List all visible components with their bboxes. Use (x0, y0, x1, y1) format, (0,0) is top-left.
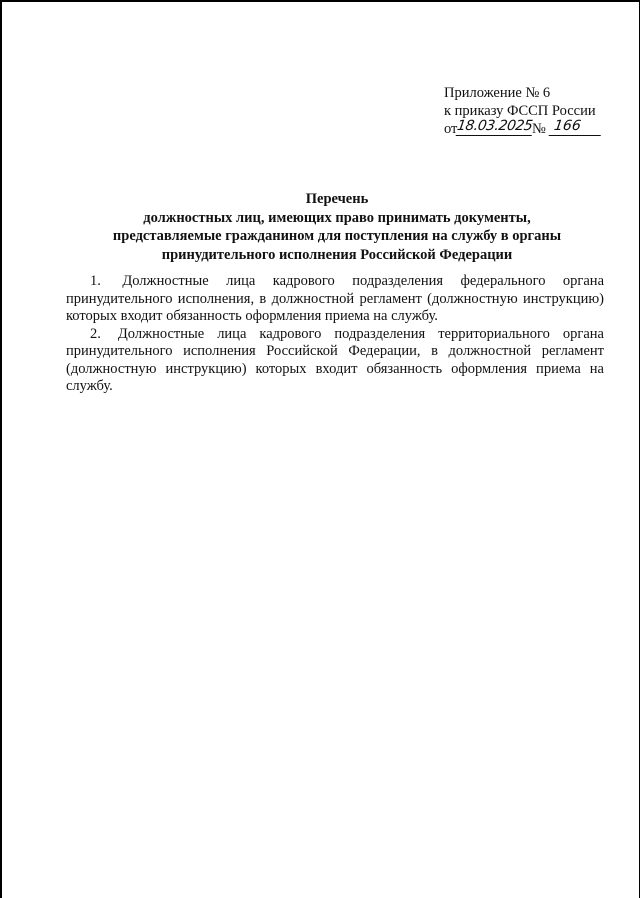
list-item-number: 2. (90, 325, 101, 342)
list-item-text: Должностные лица кадрового подразделения федерального органа принудительного исполнения, в должностной регламент (должностную инструкцию) которых входит обязанность оформления приема на службу. (66, 273, 604, 324)
number-label: № (532, 121, 546, 137)
order-number: 166 (549, 117, 604, 136)
scan-edge-left (0, 0, 2, 898)
order-date: 18.03.2025 (455, 118, 534, 134)
title-line: представляемые гражданином для поступления на службу в органы (112, 228, 562, 244)
title-line: должностных лиц, имеющих право принимать документы, (143, 209, 531, 226)
appendix-order-ref: к приказу ФССП России (444, 103, 596, 119)
title-main: Перечень (305, 191, 369, 207)
list-item-number: 1. (90, 273, 101, 289)
from-label: от (444, 121, 458, 137)
list-item-text: Должностные лица кадрового подразделения территориального органа принудительного исполнения Российской Федерации, в должностной регламент (должностную инструкцию) которых входит обязанность оформления приема на службу. (66, 325, 604, 394)
list-item (66, 273, 604, 326)
list-item (66, 326, 604, 396)
appendix-number: Приложение № 6 (444, 85, 551, 101)
appendix-header (444, 84, 624, 140)
order-date-number (444, 120, 624, 140)
scan-edge-top (0, 0, 640, 2)
document-title (72, 190, 602, 264)
title-line: принудительного исполнения Российской Федерации (161, 246, 513, 263)
officials-list (66, 273, 604, 396)
